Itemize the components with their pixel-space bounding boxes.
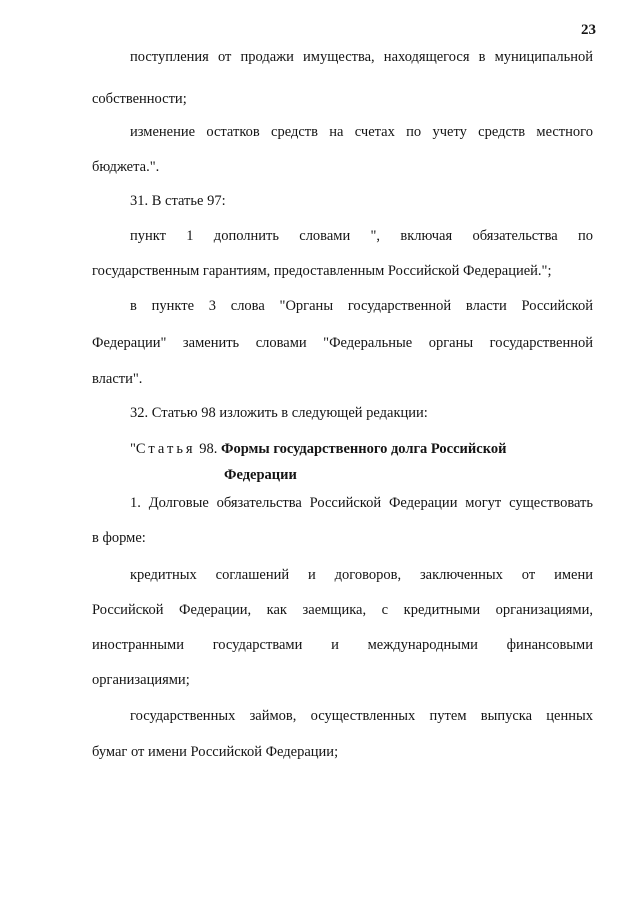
text-line: бумаг от имени Российской Федерации;: [92, 744, 339, 760]
article-heading: [130, 440, 506, 458]
article-word: Статья: [135, 441, 196, 457]
article-title-continuation: Федерации: [224, 467, 297, 483]
text-line: Российской Федерации, как заемщика, с кредитными организациями,: [92, 602, 593, 618]
text-line: изменение остатков средств на счетах по учету средств местного: [130, 124, 593, 140]
text-line: государственным гарантиям, предоставленным Российской Федерацией.";: [92, 263, 552, 279]
text-line: кредитных соглашений и договоров, заключенных от имени: [130, 567, 593, 583]
text-line: организациями;: [92, 672, 190, 688]
text-line: в пункте 3 слова "Органы государственной власти Российской: [130, 298, 593, 314]
text-line: Федерации" заменить словами "Федеральные органы государственной: [92, 335, 593, 351]
article-item: 31. В статье 97:: [130, 193, 226, 209]
text-line: 1. Долговые обязательства Российской Федерации могут существовать: [130, 495, 593, 511]
text-line: пункт 1 дополнить словами ", включая обязательства по: [130, 228, 593, 244]
text-line: собственности;: [92, 91, 187, 107]
text-line: поступления от продажи имущества, находящегося в муниципальной: [130, 49, 593, 65]
text-line: иностранными государствами и международными финансовыми: [92, 637, 593, 653]
article-number: 98.: [195, 441, 221, 457]
text-line: в форме:: [92, 530, 146, 546]
quote-mark: ": [130, 441, 136, 457]
article-title: Формы государственного долга Российской: [220, 441, 507, 457]
page-number: 23: [581, 22, 596, 38]
text-line: государственных займов, осуществленных путем выпуска ценных: [130, 708, 593, 724]
article-item: 32. Статью 98 изложить в следующей редакции:: [130, 405, 428, 421]
text-line: власти".: [92, 371, 143, 387]
text-line: бюджета.".: [92, 159, 160, 175]
